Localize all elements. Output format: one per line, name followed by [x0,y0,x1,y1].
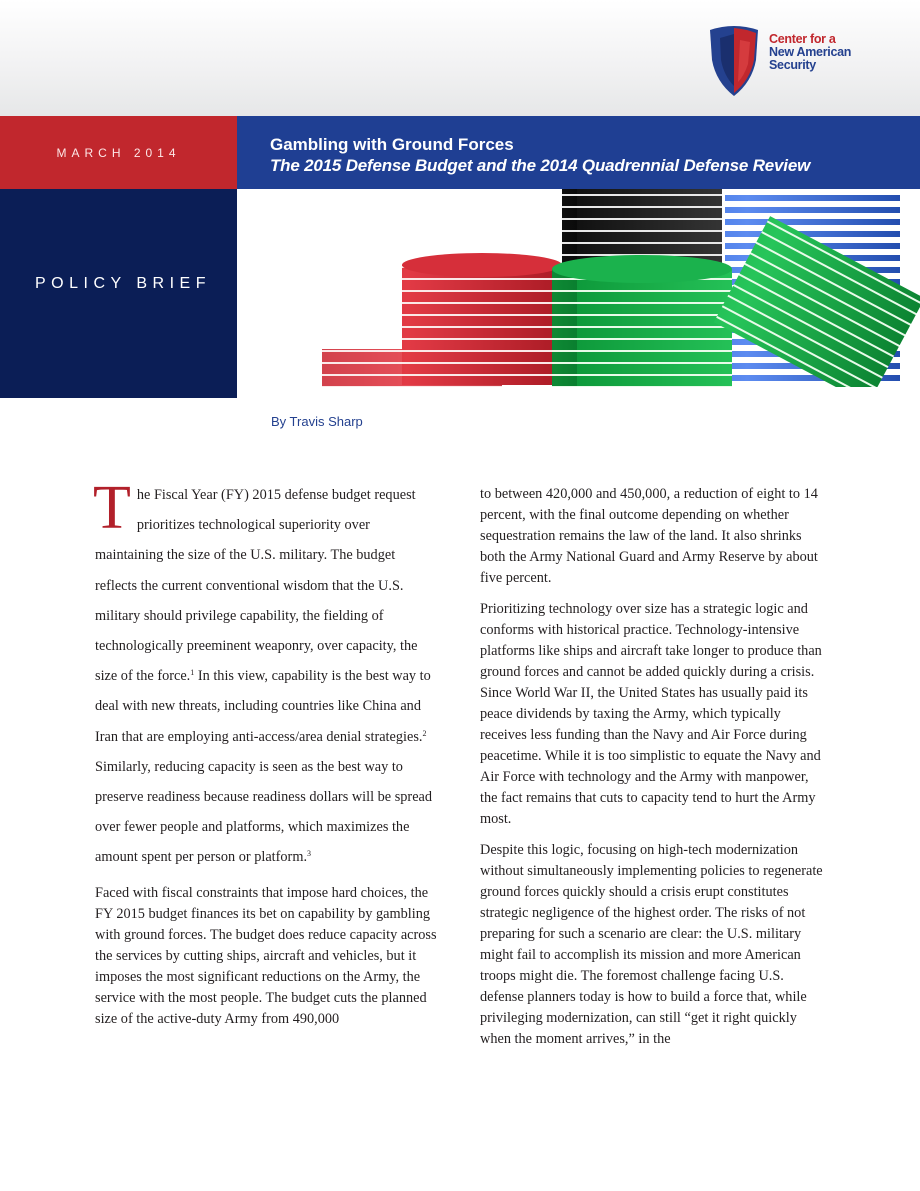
date-banner [0,116,237,189]
document-type-label: POLICY BRIEF [35,275,211,292]
paragraph-5: Despite this logic, focusing on high-tech modernization without simultaneously implementing policies to regenerate ground forces quickly should a crisis erupt constitutes strategic negligence of the highest order. The risks of not preparing for such a scenario are clear: the U.S. military might fail to accomplish its mission and more American troops might die. The foremost challenge facing U.S. defense planners today is how to build a force that, while privileging modernization, can still “get it right quickly when the moment arrives,” in the [480,842,823,1047]
footnote-ref-1: 1 [190,668,195,678]
article-column-right [480,484,828,1060]
paragraph-1-text-b: In this view, capability is the best way to deal with new threats, including countries like China and Iran that are employing anti-access/area denial strategies. [95,668,431,745]
shield-icon [706,24,762,98]
poker-chips-illustration [237,189,920,398]
article-column-left [93,474,440,1040]
document-title: Gambling with Ground Forces [270,135,514,154]
drop-cap: T [93,474,131,542]
cnas-logo [706,24,866,98]
byline: By Travis Sharp [271,414,363,429]
poker-chips-photo [237,189,920,398]
footnote-ref-2: 2 [422,728,427,738]
paragraph-2: Faced with fiscal constraints that impose hard choices, the FY 2015 budget finances its bet on capability by gambling with ground forces. The budget does reduce capacity across the services by cutting ships, aircraft and vehicles, but it imposes the most significant reductions on the Army, the service with the most people. The budget cuts the planned size of the active-duty Army from 490,000 [95,884,437,1027]
paragraph-1-line-2: request prioritizes technological superiority [136,487,416,534]
paragraph-4: Prioritizing technology over size has a strategic logic and conforms with historical practice. Technology-intensive platforms like ships and aircraft take longer to produce than ground forces and cannot be added quickly during a crisis. Since World War II, the United States has usually paid its peace dividends by taxing the Army, which typically receives less funding than the Navy and Air Force during peacetime. While it is too simplistic to equate the Navy and Air Force with technology and the Army with manpower, the fact remains that cuts to capacity tend to hurt the Army most. [480,601,822,827]
paragraph-1-text-a: over maintaining the size of the U.S. military. The budget reflects the current conventional wisdom that the U.S. military should privilege capability, the fielding of technologically preeminent weaponry, over capacity, the size of the force. [95,517,418,685]
logo-text-line2: New American [769,45,852,59]
logo-text-line1: Center for a [769,32,836,46]
publication-date: MARCH 2014 [56,145,181,160]
document-subtitle: The 2015 Defense Budget and the 2014 Quadrennial Defense Review [270,156,811,175]
paragraph-1-line-1: he Fiscal Year (FY) 2015 defense budget [136,487,371,503]
paragraph-1 [93,474,440,873]
paragraph-3: to between 420,000 and 450,000, a reduction of eight to 14 percent, with the final outcome depending on whether sequestration remains the law of the land. It also shrinks both the Army National Guard and Army Reserve by about five percent. [480,486,818,586]
footnote-ref-3: 3 [307,849,312,859]
policy-brief-panel [0,189,237,398]
title-banner [237,116,920,189]
paragraph-1-text-c: Similarly, reducing capacity is seen as the best way to preserve readiness because readiness dollars will be spread over fewer people and platforms, which maximizes the amount spent per person or platform. [95,758,433,866]
logo-text-line3: Security [769,58,816,72]
